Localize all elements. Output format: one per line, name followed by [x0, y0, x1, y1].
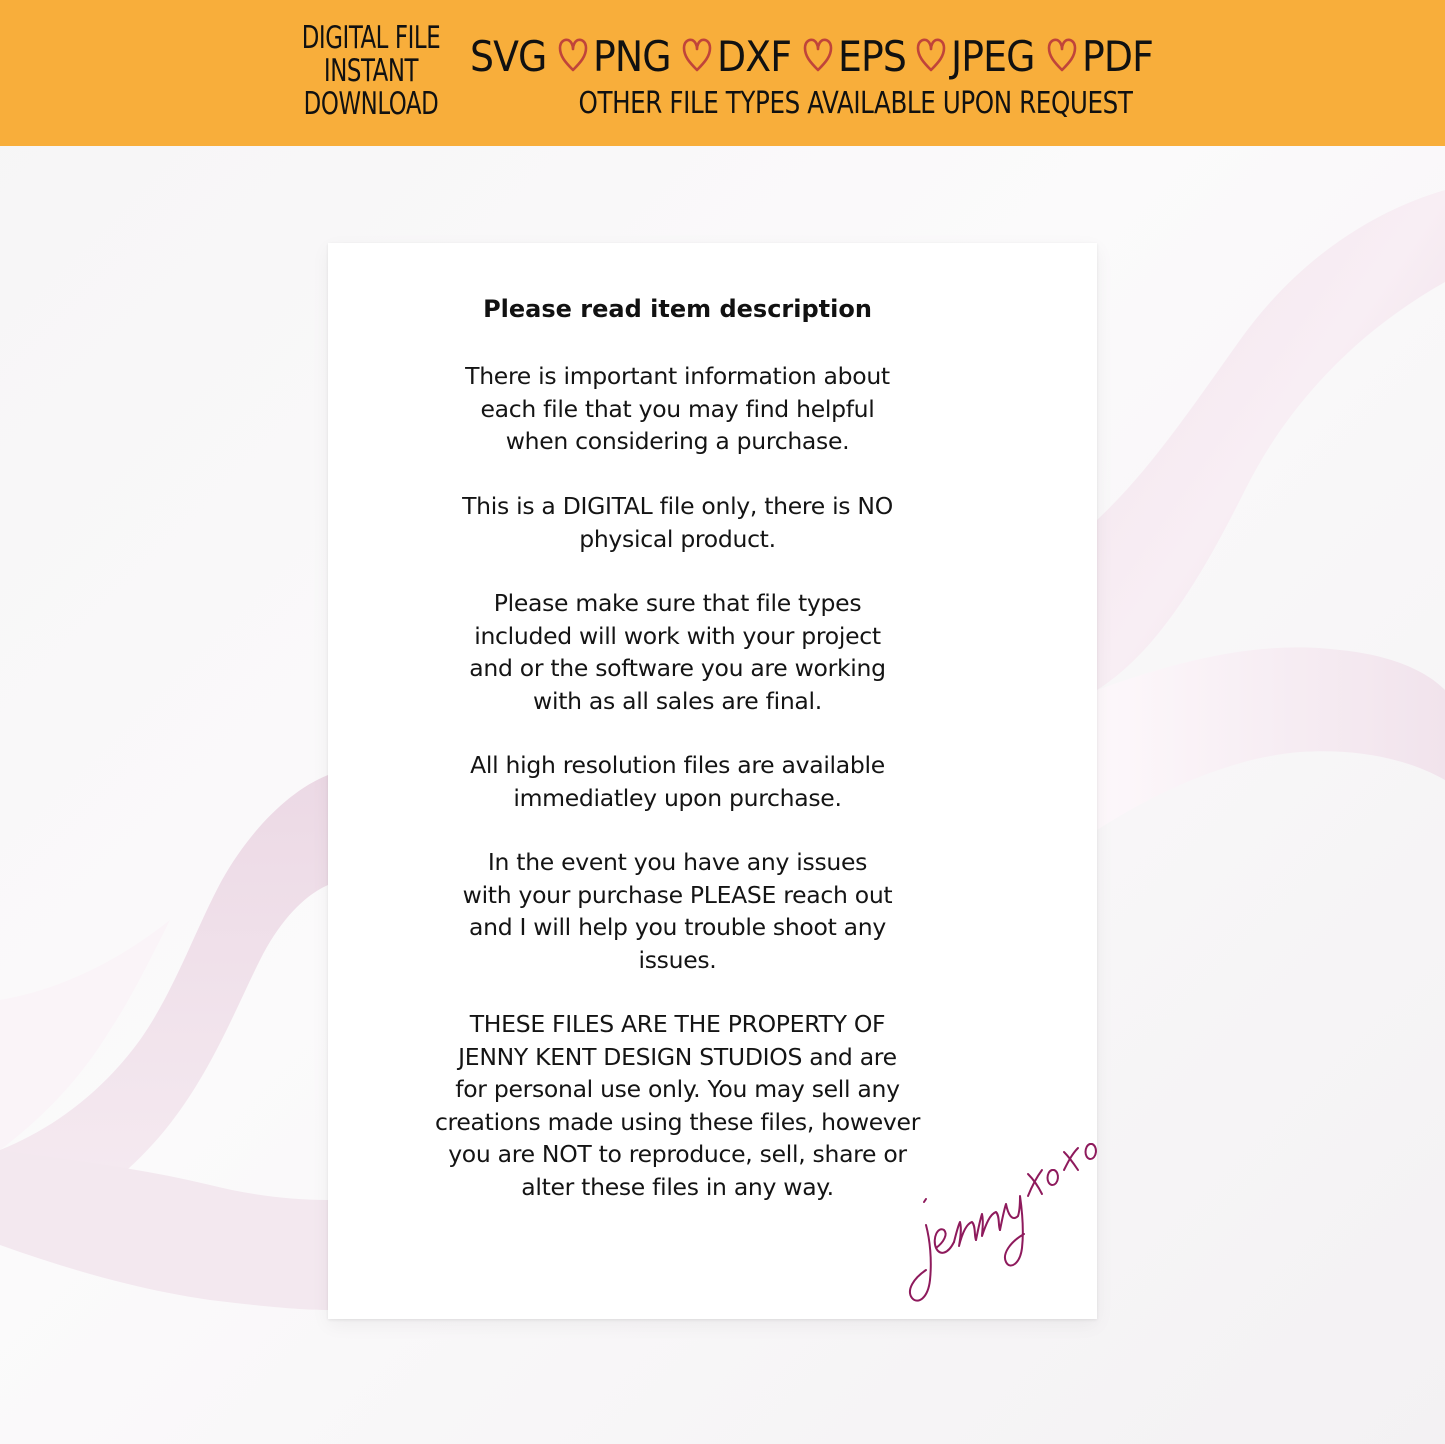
format-png: PNG [592, 31, 671, 81]
instant-download-label [301, 22, 440, 121]
banner-left-line: INSTANT [323, 53, 419, 89]
file-format-list [470, 28, 1230, 84]
paragraph-important-info [0, 360, 1355, 458]
paragraph-line: This is a DIGITAL file only, there is NO [462, 492, 893, 520]
paragraph-line: All high resolution files are available [470, 751, 885, 779]
paragraph-line: each file that you may find helpful [480, 394, 875, 423]
paragraph-line: THESE FILES ARE THE PROPERTY OF [469, 1010, 886, 1038]
paragraph-line: There is important information about [465, 362, 890, 390]
paragraph-line: for personal use only. You may sell any [455, 1075, 900, 1103]
handwritten-signature [896, 1130, 1106, 1310]
paragraph-issues [0, 846, 1355, 976]
paragraph-line: when considering a purchase. [505, 427, 850, 455]
format-pdf: PDF [1081, 31, 1153, 81]
paragraph-line: creations made using these files, however [434, 1107, 921, 1136]
format-jpeg: JPEG [951, 31, 1035, 81]
paragraph-line: and I will help you trouble shoot any [469, 913, 886, 941]
paragraph-line: In the event you have any issues [487, 848, 868, 876]
paragraph-property-notice [0, 1008, 1355, 1203]
paragraph-line: you are NOT to reproduce, sell, share or [448, 1140, 907, 1168]
banner-subtitle: OTHER FILE TYPES AVAILABLE UPON REQUEST [578, 86, 1133, 121]
paragraph-line: with as all sales are final. [533, 686, 822, 715]
paragraph-line: included will work with your project [474, 621, 881, 650]
heart-icon [802, 36, 834, 76]
paragraph-line: Please make sure that file types [493, 589, 862, 617]
paragraph-high-resolution [0, 749, 1355, 814]
heart-icon [557, 36, 589, 76]
heart-icon [681, 36, 713, 76]
file-types-banner [0, 0, 1445, 146]
paragraph-digital-only [0, 490, 1355, 555]
paragraph-line: with your purchase PLEASE reach out [462, 880, 893, 909]
banner-left-line: DIGITAL FILE [301, 20, 441, 56]
paragraph-line: JENNY KENT DESIGN STUDIOS and are [458, 1042, 897, 1071]
card-title: Please read item description [483, 295, 872, 323]
paragraph-line: physical product. [579, 524, 776, 553]
paragraph-file-types [0, 587, 1355, 717]
heart-icon [915, 36, 947, 76]
banner-left-line: DOWNLOAD [303, 86, 439, 122]
paragraph-line: issues. [638, 945, 717, 974]
paragraph-line: immediatley upon purchase. [513, 783, 842, 812]
heart-icon [1046, 36, 1078, 76]
paragraph-line: and or the software you are working [469, 654, 886, 682]
format-svg: SVG [470, 31, 547, 81]
paragraph-line: alter these files in any way. [521, 1172, 834, 1201]
format-dxf: DXF [717, 31, 792, 81]
format-eps: EPS [837, 31, 906, 81]
